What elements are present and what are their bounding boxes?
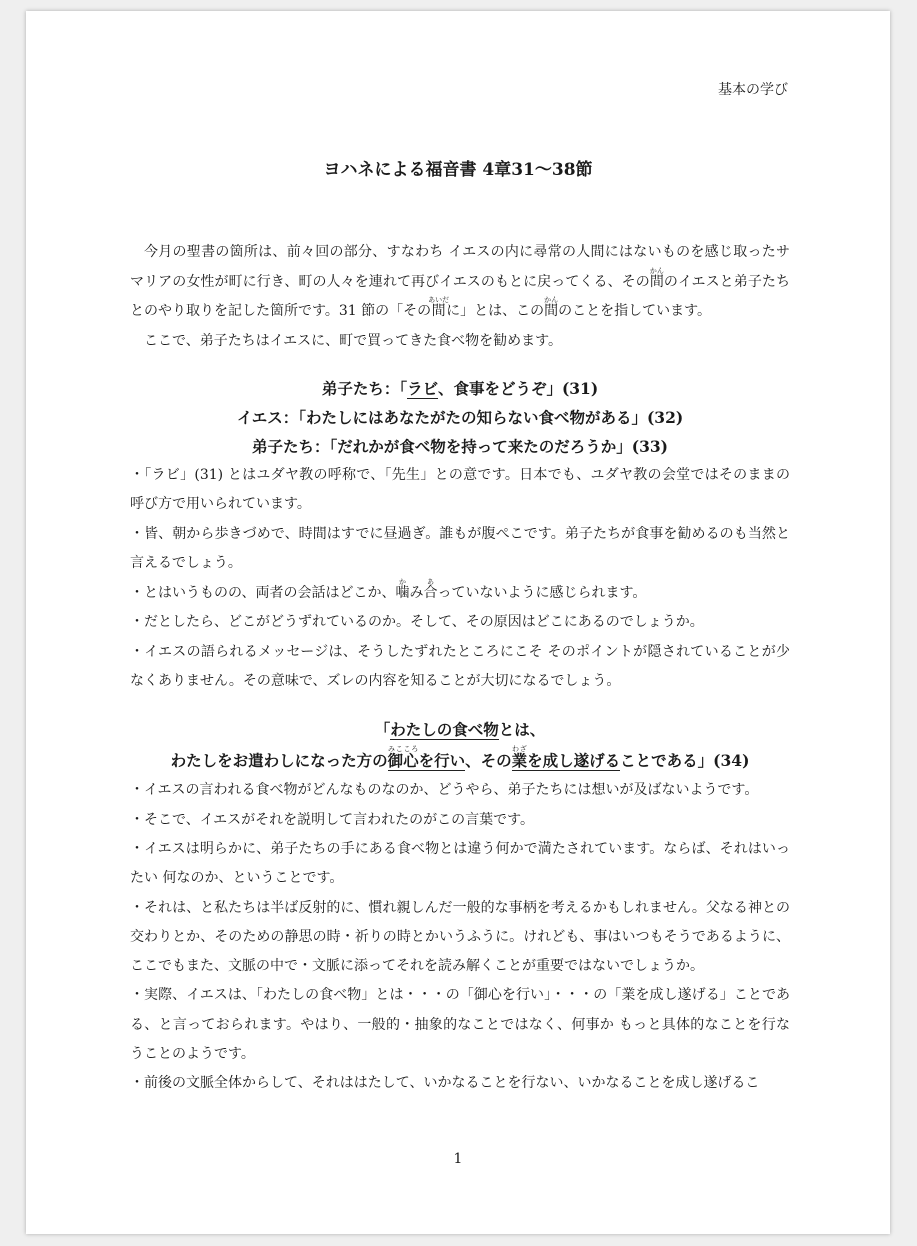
list-item: ・それは、と私たちは半ば反射的に、慣れ親しんだ一般的な事柄を考えるかもしれません。父なる神との交わりとか、そのための静思の時・祈りの時とかいうふうに。けれども、事はいつもそうであるように、ここでもまた、文脈の中で・文脈に添ってそれを読み解くことが重要ではないでしょうか。 [130,899,790,975]
list-item: ・とはいうものの、両者の会話はどこか、噛かみ合あっていないように感じられます。 [130,578,647,602]
ruby-mikokoro: 御心みこころ [387,745,419,771]
header-label: 基本の学び [718,82,788,98]
list-item: ・実際、イエスは、「わたしの食べ物」とは・・・の「御心を行い」・・・の「業を成し遂げる」ことである、と言っておられます。やはり、一般的・抽象的なことではなく、何事か もっと具体的なことを行なうことのようです。 [130,987,790,1063]
dialogue-line-33: 弟子たち：「だれかが食べ物を持って来たのだろうか」(33) [252,437,668,456]
ruby-a: 合あ [423,578,438,602]
quote-34-line-1: 「わたしの食べ物とは、 [374,720,546,740]
list-item: ・イエスの語られるメッセージは、そうしたずれたところにこそ そのポイントが隠されていることが少なくありません。その意味で、ズレの内容を知ることが大切になるでしょう。 [130,643,790,690]
list-item: ・前後の文脈全体からして、それははたして、いかなることを行ない、いかなることを成し遂げるこ [130,1075,760,1092]
dialogue-block [130,374,790,461]
ruby-kan-2: 間かん [544,296,559,319]
list-item: ・だとしたら、どこがどうずれているのか。そして、その原因はどこにあるのでしょうか。 [130,614,704,631]
bullet-list-2 [130,776,790,1098]
bullet-list-1 [130,461,790,696]
page-number: 1 [453,1151,463,1167]
list-item: ・イエスの言われる食べ物がどんなものなのか、どうやら、弟子たちには想いが及ばないようです。 [130,782,759,799]
dialogue-line-31: 弟子たち：「ラビ、食事をどうぞ」(31) [321,379,599,398]
list-item: ・そこで、イエスがそれを説明して言われたのがこの言葉です。 [130,811,535,828]
document-page [26,11,890,1234]
intro-paragraph-2: ここで、弟子たちはイエスに、町で買ってきた食べ物を勧めます。 [144,332,563,349]
page-title: ヨハネによる福音書 4章31〜38節 [323,160,593,180]
list-item: ・皆、朝から歩きづめで、時間はすでに昼過ぎ。誰もが腹ぺこです。弟子たちが食事を勧めるのも当然と言えるでしょう。 [130,525,790,571]
dialogue-line-32: イエス：「わたしにはあなたがたの知らない食べ物がある」(32) [236,408,684,427]
intro-paragraph-1: 今月の聖書の箇所は、前々回の部分、すなわち イエスの内に尋常の人間にはないものを感じ取ったサマリアの女性が町に行き、町の人々を連れて再びイエスのもとに戻ってくる、その間かんのイエスと弟子たちとのやり取りを記した箇所です。31 節の「その間あいだに」とは、この間かんのことを指しています。 [130,244,790,319]
list-item: ・イエスは明らかに、弟子たちの手にある食べ物とは違う何かで満たされています。ならば、それはいったい 何なのか、ということです。 [130,840,790,887]
ruby-aida: 間あいだ [428,296,450,319]
quote-34 [130,715,790,776]
ruby-kan: 間かん [649,266,664,290]
ruby-waza: 業わざ [511,745,528,771]
ruby-ka: 噛か [395,578,410,602]
quote-34-line-2: わたしをお遣わしになった方の御心みこころを行い、その業わざを成し遂げることである」(34) [170,745,750,771]
document-body [130,238,790,1099]
list-item: ・「ラビ」(31) とはユダヤ教の呼称で、「先生」との意です。日本でも、ユダヤ教の会堂ではそのままの呼び方で用いられています。 [130,467,790,513]
